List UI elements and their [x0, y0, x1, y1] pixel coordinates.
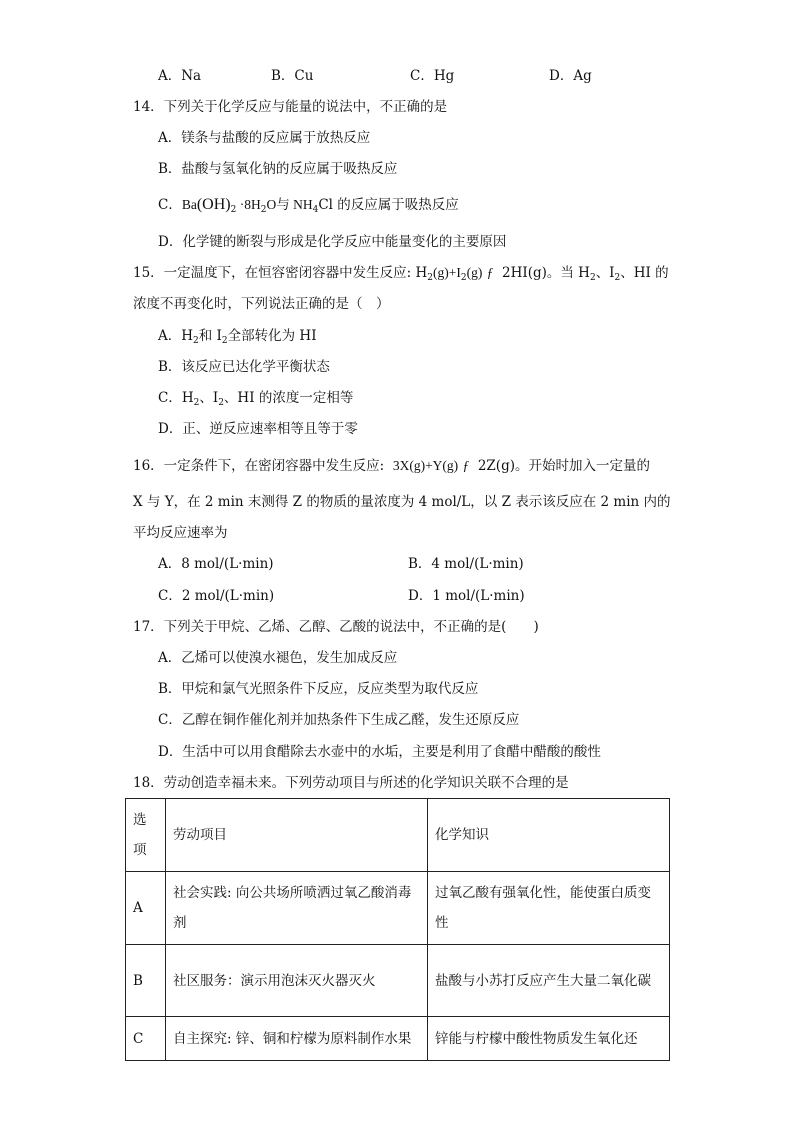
- q18-stem: 18．劳动创造幸福未来。下列劳动项目与所述的化学知识关联不合理的是: [133, 775, 569, 791]
- q15-c-1: C．H: [158, 390, 194, 406]
- q18-table: [125, 798, 670, 1061]
- q17-option-a: A．乙烯可以使溴水褪色，发生加成反应: [158, 650, 398, 666]
- q15-stem-1e: 2HI(g)。当 H: [502, 265, 590, 281]
- q13-option-c: C．Hg: [410, 68, 455, 84]
- q15-a-3: 全部转化为 HI: [227, 328, 317, 344]
- q14-stem: 14．下列关于化学反应与能量的说法中，不正确的是: [133, 99, 448, 115]
- q15-option-c: [158, 389, 353, 412]
- q14-c-formula-d: O与 NH: [266, 197, 313, 212]
- q13-option-b: B．Cu: [271, 68, 314, 84]
- q15-option-a: [158, 327, 317, 350]
- row-label: C: [126, 1017, 166, 1061]
- q15-sub: 2: [193, 398, 200, 408]
- table-row: [126, 872, 670, 945]
- q15-c-2: 、I: [199, 390, 219, 406]
- q16-stem-line2: X 与 Y，在 2 min 末测得 Z 的物质的量浓度为 4 mol/L，以 Z 表示该反应在 2 min 内的: [133, 494, 671, 510]
- q13-option-d: D．Ag: [549, 68, 592, 84]
- header-chem-knowledge: 化学知识: [428, 799, 670, 872]
- q17-option-c: C．乙醇在铜作催化剂并加热条件下生成乙醛，发生还原反应: [158, 712, 520, 728]
- q15-a-1: A．H: [158, 328, 194, 344]
- row-labor-item: 自主探究: 锌、铜和柠檬为原料制作水果: [166, 1017, 428, 1061]
- q17-option-b: B．甲烷和氯气光照条件下反应，反应类型为取代反应: [158, 681, 479, 697]
- q15-sub: 2: [614, 273, 621, 283]
- q15-stem-line2: 浓度不再变化时，下列说法正确的是（ ）: [133, 296, 390, 312]
- q14-option-a: A．镁条与盐酸的反应属于放热反应: [158, 130, 371, 146]
- q16-stem-line1: [133, 457, 650, 475]
- q16-eq-1: 3X(g)+Y(g): [392, 458, 459, 473]
- q15-sub: 2: [589, 273, 596, 283]
- q17-option-d: D．生活中可以用食醋除去水壶中的水垢，主要是利用了食醋中醋酸的酸性: [158, 744, 601, 760]
- table-row: [126, 1017, 670, 1061]
- header-option: 选项: [126, 799, 166, 872]
- q14-option-b: B．盐酸与氢氧化钠的反应属于吸热反应: [158, 161, 398, 177]
- q16-stem-line3: 平均反应速率为: [133, 525, 228, 541]
- q15-a-2: 和 I: [198, 328, 222, 344]
- q16-eq-2: 2Z(g)。开始时加入一定量的: [477, 458, 650, 474]
- q14-c-formula-b: (OH): [196, 196, 231, 213]
- row-chem-knowledge: 过氧乙酸有强氧化性，能使蛋白质变性: [428, 872, 670, 945]
- q15-stem-line1: [133, 264, 669, 287]
- q14-c-prefix: C．: [158, 197, 182, 213]
- q15-sub: 2: [427, 273, 434, 283]
- q15-sub: 2: [460, 273, 467, 283]
- q16-option-a: A．8 mol/(L·min): [158, 556, 274, 572]
- q15-sub: 2: [221, 336, 228, 346]
- q15-stem-1f: 、I: [595, 265, 615, 281]
- q15-stem-1g: 、HI 的: [620, 265, 669, 281]
- q15-equilibrium-arrow: ƒ: [486, 265, 494, 280]
- q14-c-sub2: 2: [260, 205, 267, 215]
- q14-c-formula-a: Ba: [181, 197, 197, 212]
- q13-option-a: A．Na: [158, 68, 202, 84]
- q15-stem-1b: (g)+I: [433, 265, 461, 280]
- q14-c-sub: 2: [230, 205, 237, 215]
- q14-option-c: [158, 196, 459, 219]
- header-labor-item: 劳动项目: [166, 799, 428, 872]
- table-header-row: [126, 799, 670, 872]
- q15-sub: 2: [193, 336, 199, 346]
- table-row: [126, 945, 670, 1017]
- q15-stem-1: 15．一定温度下，在恒容密闭容器中发生反应: H: [133, 265, 428, 281]
- q15-c-3: 、HI 的浓度一定相等: [223, 390, 354, 406]
- q14-option-d: D．化学键的断裂与形成是化学反应中能量变化的主要原因: [158, 234, 507, 250]
- q16-equilibrium-arrow: ƒ: [462, 458, 470, 473]
- q14-c-formula-c: ·8H: [236, 197, 261, 212]
- q15-option-d: D．正、逆反应速率相等且等于零: [158, 421, 358, 437]
- q14-c-formula-e: Cl 的反应属于吸热反应: [318, 197, 459, 213]
- row-label: A: [126, 872, 166, 945]
- q16-stem-1: 16．一定条件下，在密闭容器中发生反应:: [133, 458, 385, 474]
- row-labor-item: 社会实践: 向公共场所喷洒过氧乙酸消毒剂: [166, 872, 428, 945]
- row-labor-item: 社区服务：演示用泡沫灭火器灭火: [166, 945, 428, 1017]
- row-chem-knowledge: 锌能与柠檬中酸性物质发生氧化还: [428, 1017, 670, 1061]
- row-chem-knowledge: 盐酸与小苏打反应产生大量二氧化碳: [428, 945, 670, 1017]
- q15-sub: 2: [218, 398, 224, 408]
- q17-stem: 17．下列关于甲烷、乙烯、乙醇、乙酸的说法中，不正确的是( ): [133, 619, 539, 635]
- q16-option-c: C．2 mol/(L·min): [158, 588, 275, 604]
- q15-option-b: B．该反应已达化学平衡状态: [158, 359, 330, 375]
- q16-option-b: B．4 mol/(L·min): [408, 556, 524, 572]
- q16-option-d: D．1 mol/(L·min): [408, 588, 525, 604]
- q14-c-sub3: 4: [312, 205, 319, 215]
- row-label: B: [126, 945, 166, 1017]
- q15-stem-1c: (g): [466, 265, 483, 280]
